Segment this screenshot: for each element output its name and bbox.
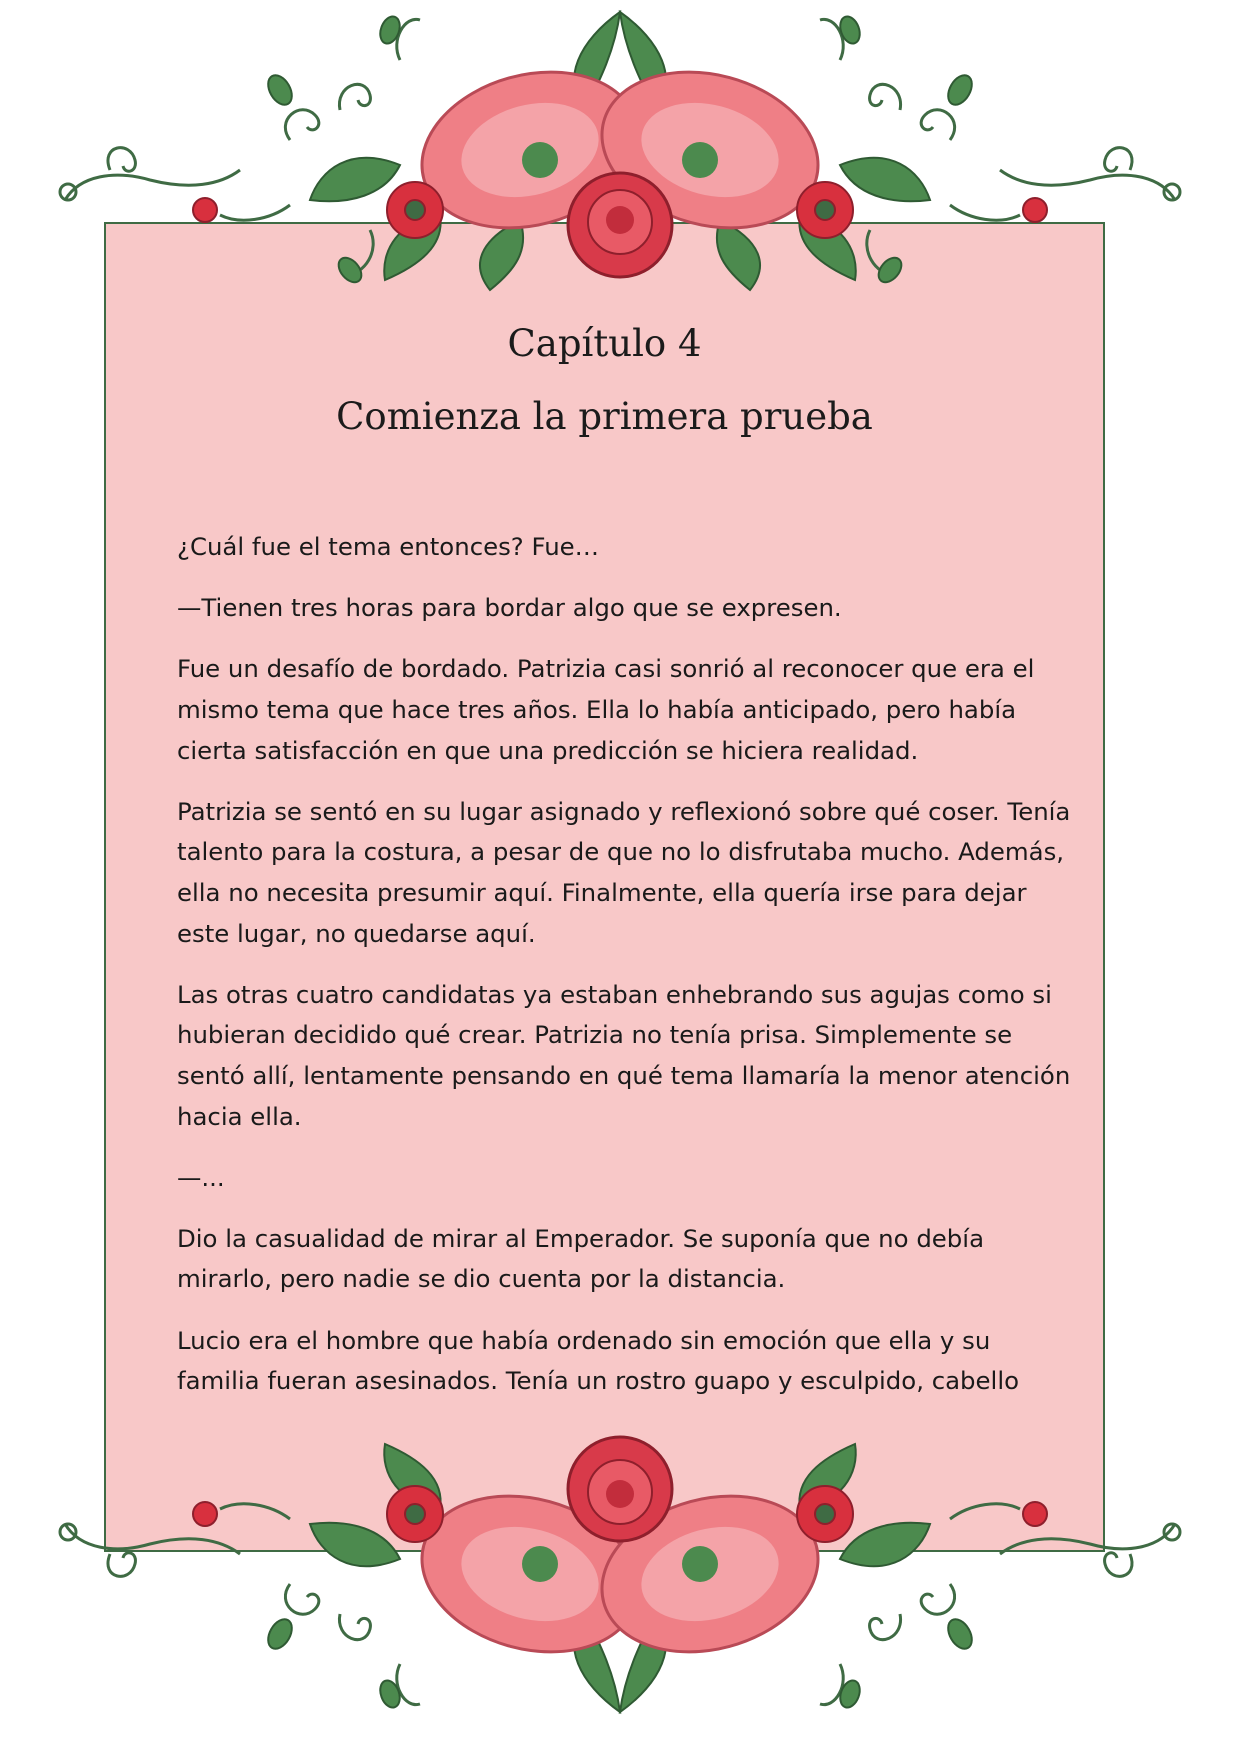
chapter-heading bbox=[104, 318, 1105, 443]
chapter-number: Capítulo 4 bbox=[507, 322, 702, 365]
floral-ornament-bottom bbox=[40, 1424, 1200, 1724]
paragraph: Las otras cuatro candidatas ya estaban enhebrando sus agujas como si hubieran decidido qué crear. Patrizia no tenía prisa. Simplemente se sentó allí, lentamente pensando en qué tema llamaría la menor atención hacia ella. bbox=[177, 979, 1071, 1131]
chapter-body bbox=[177, 527, 1077, 1422]
center-rose bbox=[568, 173, 672, 277]
paragraph: Fue un desafío de bordado. Patrizia casi sonrió al reconocer que era el mismo tema que hace tres años. Ella lo había anticipado, pero había cierta satisfacción en que una predicción se hiciera realidad. bbox=[177, 654, 1035, 765]
chapter-title: Comienza la primera prueba bbox=[336, 395, 873, 438]
paragraph: Patrizia se sentó en su lugar asignado y reflexionó sobre qué coser. Tenía talento para la costura, a pesar de que no lo disfrutaba mucho. Además, ella no necesita presumir aquí. Finalmente, ella quería irse para dejar este lugar, no quedarse aquí. bbox=[177, 796, 1071, 948]
paragraph: Lucio era el hombre que había ordenado sin emoción que ella y su familia fueran asesinados. Tenía un rostro guapo y esculpido, cabello bbox=[177, 1325, 1020, 1396]
paragraph: —... bbox=[177, 1162, 225, 1192]
paragraph: Dio la casualidad de mirar al Emperador. Se suponía que no debía mirarlo, pero nadie se dio cuenta por la distancia. bbox=[177, 1223, 985, 1294]
center-rose bbox=[568, 1437, 672, 1541]
floral-ornament-top bbox=[40, 0, 1200, 300]
paragraph: —Tienen tres horas para bordar algo que se expresen. bbox=[177, 593, 842, 623]
paragraph: ¿Cuál fue el tema entonces? Fue… bbox=[177, 532, 600, 561]
